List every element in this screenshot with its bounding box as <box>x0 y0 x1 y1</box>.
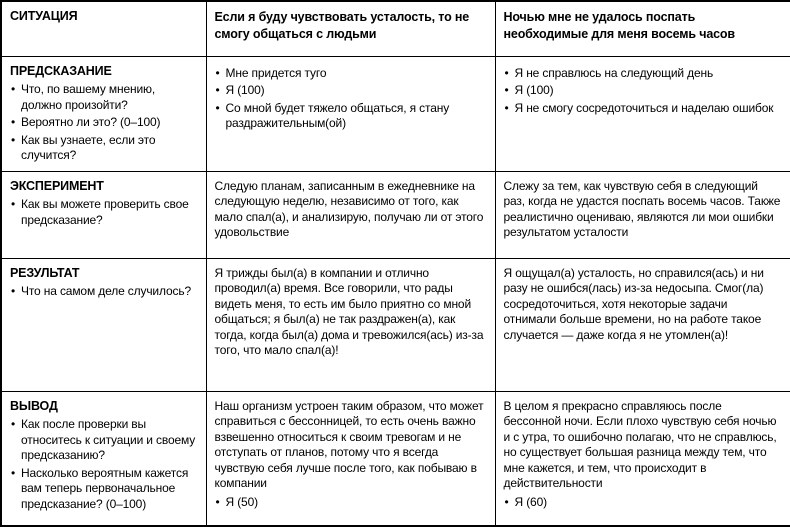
conclusion-label-cell <box>1 391 206 526</box>
prediction-case1-item: • Мне придется туго <box>215 66 486 82</box>
experiment-row <box>1 171 790 258</box>
prediction-case2-item: • Я не смогу сосредоточиться и наделаю ошибок <box>504 101 782 117</box>
result-case1-text: Я трижды был(а) в компании и отлично проводил(а) время. Все говорили, что рады видеть меня, то есть им было приятно со мной общаться; я был(а) не так раздражен(а), как тогда, когда был(а) дома и тревожился(ась) из-за того, что мало спал(а)! <box>214 265 484 357</box>
conclusion-label: ВЫВОД <box>10 398 58 413</box>
conclusion-question: • Насколько вероятным кажется вам теперь первоначальное предсказание? (0–100) <box>10 466 197 513</box>
result-case2-text: Я ощущал(а) усталость, но справился(ась) и ни разу не ошибся(лась) из-за недосыпа. Смог(ла) сосредоточиться, хотя некоторые задачи отнимали больше времени, но на работе такое случается — даже когда я не утомлен(а)! <box>503 265 764 342</box>
prediction-case2-item: • Я (100) <box>504 83 782 99</box>
experiment-label: ЭКСПЕРИМЕНТ <box>10 178 104 193</box>
prediction-case2-list <box>504 66 782 117</box>
experiment-case2-text: Слежу за тем, как чувствую себя в следующий раз, когда не удастся поспать восемь часов. Также реалистично оцениваю, являются ли мои ошибки результатом усталости <box>503 178 781 239</box>
prediction-case2-cell <box>495 56 790 171</box>
conclusion-case2-text: В целом я прекрасно справляюсь после бессонной ночи. Если плохо чувствую себя ночью и с утра, то ошибочно полагаю, что не справлюсь, но существует большая разница между тем, что мне кажется, и тем, что происходит в действительности <box>503 398 777 490</box>
prediction-label: ПРЕДСКАЗАНИЕ <box>10 63 112 78</box>
case1-situation-cell: Если я буду чувствовать усталость, то не смогу общаться с людьми <box>206 1 495 56</box>
prediction-case1-item: • Со мной будет тяжело общаться, я стану раздражительным(ой) <box>215 101 486 132</box>
case2-situation-cell: Ночью мне не удалось поспать необходимые для меня восемь часов <box>495 1 790 56</box>
conclusion-case1-list <box>215 495 486 511</box>
prediction-question: • Что, по вашему мнению, должно произойти? <box>10 82 197 113</box>
prediction-row <box>1 56 790 171</box>
prediction-question: • Как вы узнаете, если это случится? <box>10 133 197 164</box>
prediction-label-cell <box>1 56 206 171</box>
prediction-questions <box>10 82 197 164</box>
conclusion-row <box>1 391 790 526</box>
conclusion-case1-rating: • Я (50) <box>215 495 486 511</box>
prediction-case2-item: • Я не справлюсь на следующий день <box>504 66 782 82</box>
result-label: РЕЗУЛЬТАТ <box>10 265 80 280</box>
experiment-question: • Как вы можете проверить свое предсказание? <box>10 197 197 228</box>
conclusion-case2-list <box>504 495 782 511</box>
experiment-case2-cell <box>495 171 790 258</box>
prediction-question: • Вероятно ли это? (0–100) <box>10 115 197 131</box>
prediction-case1-list <box>215 66 486 132</box>
experiment-case1-cell <box>206 171 495 258</box>
experiment-case1-text: Следую планам, записанным в ежедневнике на следующую неделю, независимо от того, как мало спал(а), и анализирую, получаю ли от этого удовольствие <box>214 178 484 239</box>
experiment-label-cell <box>1 171 206 258</box>
result-row <box>1 258 790 391</box>
result-case2-cell <box>495 258 790 391</box>
conclusion-case1-text: Наш организм устроен таким образом, что может справиться с бессонницей, то есть очень важно взвешенно относиться к своим тревогам и не отступать от планов, потому что я всегда чувствую себя лучше после того, как побываю в компании <box>214 398 484 490</box>
conclusion-questions <box>10 417 197 512</box>
experiment-questions <box>10 197 197 228</box>
result-label-cell <box>1 258 206 391</box>
result-question: • Что на самом деле случилось? <box>10 284 197 300</box>
conclusion-case2-cell <box>495 391 790 526</box>
conclusion-case2-rating: • Я (60) <box>504 495 782 511</box>
prediction-case1-item: • Я (100) <box>215 83 486 99</box>
conclusion-question: • Как после проверки вы относитесь к ситуации и своему предсказанию? <box>10 417 197 464</box>
conclusion-case1-cell <box>206 391 495 526</box>
situation-label: СИТУАЦИЯ <box>10 9 78 23</box>
prediction-case1-cell <box>206 56 495 171</box>
result-case1-cell <box>206 258 495 391</box>
header-row <box>1 1 790 56</box>
result-questions <box>10 284 197 300</box>
situation-header-cell <box>1 1 206 56</box>
